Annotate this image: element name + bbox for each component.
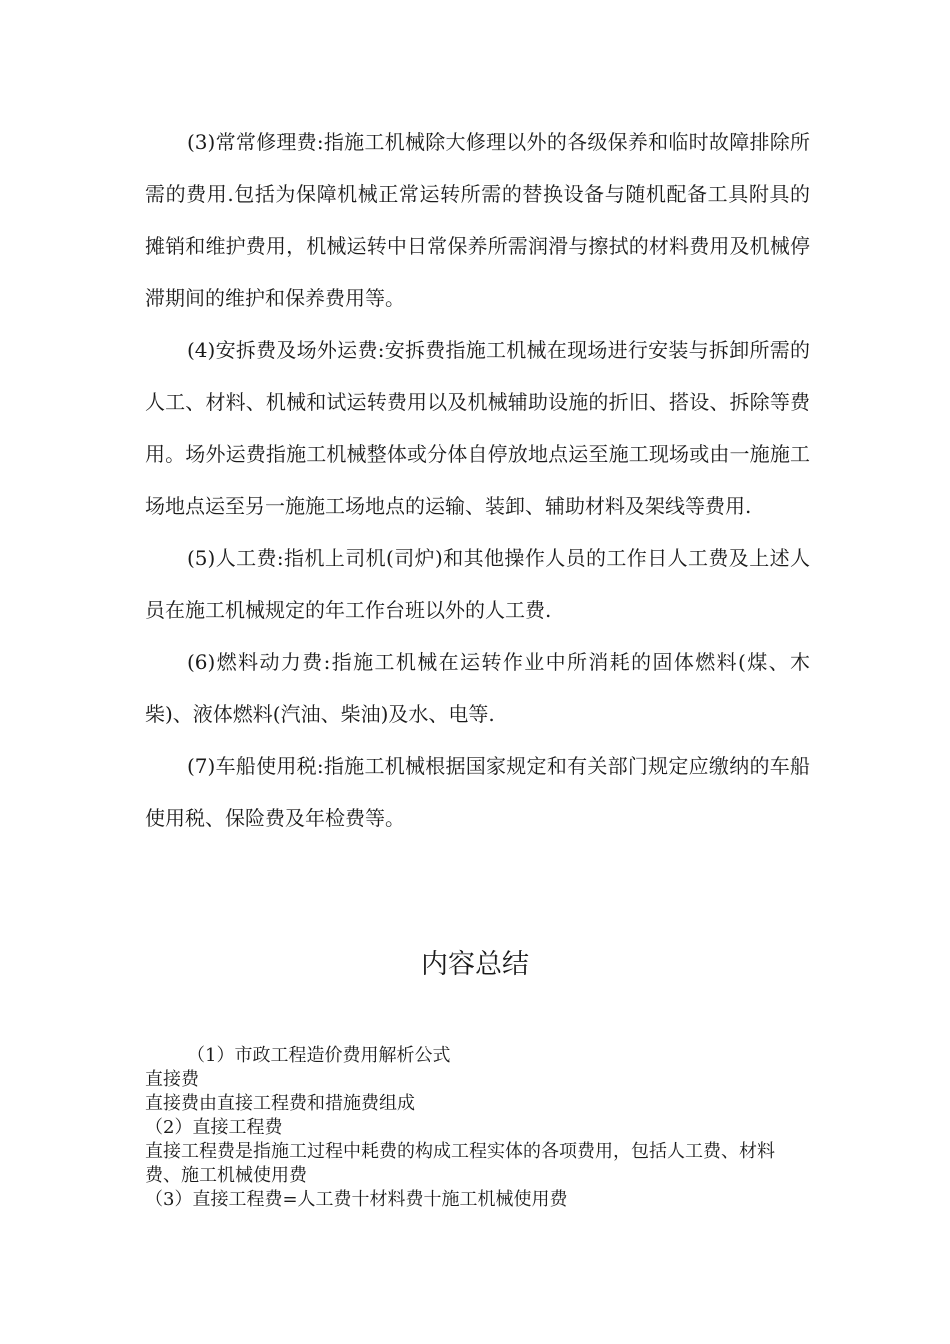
summary-title: 内容总结: [421, 949, 529, 980]
summary-line: 直接费由直接工程费和措施费组成: [145, 1093, 415, 1114]
summary-line: （3）直接工程费=人工费十材料费十施工机械使用费: [145, 1189, 568, 1210]
paragraph-repair-fee: (3)常常修理费:指施工机械除大修理以外的各级保养和临时故障排除所需的费用.包括为保障机械正常运转所需的替换设备与随机配备工具附具的摊销和维护费用，机械运转中日常保养所需润滑与擦拭的材料费用及机械停滞期间的维护和保养费用等。: [145, 130, 810, 310]
summary-line: （2）直接工程费: [145, 1117, 283, 1138]
paragraph-installation-fee: (4)安拆费及场外运费:安拆费指施工机械在现场进行安装与拆卸所需的人工、材料、机械和试运转费用以及机械辅助设施的折旧、搭设、拆除等费用。场外运费指施工机械整体或分体自停放地点运至施工现场或由一施施工场地点运至另一施施工场地点的运输、装卸、辅助材料及架线等费用.: [145, 338, 810, 518]
summary-section: [145, 1044, 800, 1212]
paragraph-fuel-fee: (6)燃料动力费:指施工机械在运转作业中所消耗的固体燃料(煤、木柴)、液体燃料(汽油、柴油)及水、电等.: [145, 650, 810, 726]
summary-line: 直接工程费是指施工过程中耗费的构成工程实体的各项费用，包括人工费、材料费、施工机械使用费: [145, 1141, 775, 1186]
paragraph-labor-fee: (5)人工费:指机上司机(司炉)和其他操作人员的工作日人工费及上述人员在施工机械规定的年工作台班以外的人工费.: [145, 546, 810, 622]
summary-line: （1）市政工程造价费用解析公式: [187, 1045, 451, 1066]
body-text: [145, 116, 810, 844]
paragraph-vehicle-tax: (7)车船使用税:指施工机械根据国家规定和有关部门规定应缴纳的车船使用税、保险费及年检费等。: [145, 754, 810, 830]
summary-line: 直接费: [145, 1069, 199, 1090]
